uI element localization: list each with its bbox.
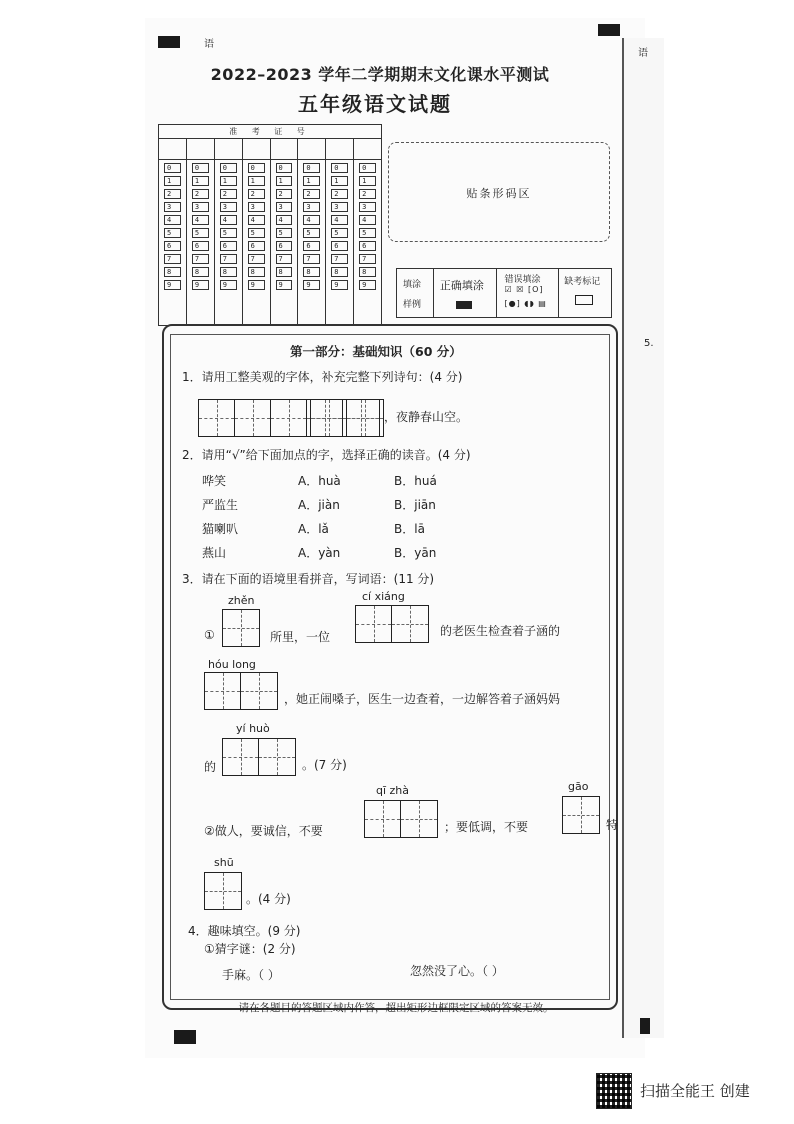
digit-bubble[interactable]: 2: [220, 189, 237, 199]
q2-word: 猫喇叭: [202, 522, 239, 536]
q2-option-b[interactable]: B．jiān: [394, 498, 436, 512]
admission-digit-box[interactable]: [243, 139, 270, 160]
next-page-edge: [622, 38, 664, 1038]
digit-bubble[interactable]: 0: [248, 163, 265, 173]
alignment-mark: [640, 1018, 650, 1034]
digit-bubble[interactable]: 7: [331, 254, 348, 264]
fill-legend: [396, 268, 612, 318]
admission-digit-box[interactable]: [298, 139, 325, 160]
grid-cell[interactable]: [205, 873, 241, 909]
digit-bubble[interactable]: 2: [192, 189, 209, 199]
legend-sample-cell: [397, 269, 434, 317]
margin-number: 5.: [644, 338, 654, 349]
q3-sentence: ；要低调，不要: [444, 820, 529, 834]
digit-bubble[interactable]: 8: [303, 267, 320, 277]
digit-bubble[interactable]: 6: [192, 241, 209, 251]
digit-bubble[interactable]: 9: [359, 280, 376, 290]
q3-writing-grid[interactable]: [355, 605, 429, 643]
q3-sentence: 所里，一位: [270, 630, 331, 644]
digit-bubble[interactable]: 2: [248, 189, 265, 199]
q2-option-a[interactable]: A．huà: [298, 474, 341, 488]
digit-bubble[interactable]: 1: [220, 176, 237, 186]
digit-bubble[interactable]: 6: [164, 241, 181, 251]
legend-wrong-cell: [497, 269, 560, 317]
q2-word: 燕山: [202, 546, 227, 560]
digit-bubble[interactable]: 0: [192, 163, 209, 173]
digit-bubble[interactable]: 3: [303, 202, 320, 212]
legend-correct-label: 正确填涂: [439, 279, 484, 292]
digit-bubble[interactable]: 0: [359, 163, 376, 173]
grid-cell[interactable]: [356, 606, 392, 642]
q2-option-b[interactable]: B．lā: [394, 522, 425, 536]
digit-bubble[interactable]: 7: [220, 254, 237, 264]
q1-writing-grid-b[interactable]: [310, 399, 384, 437]
alignment-mark: [598, 24, 620, 36]
grid-cell[interactable]: [259, 739, 295, 775]
digit-bubble[interactable]: 8: [164, 267, 181, 277]
digit-bubble[interactable]: 4: [248, 215, 265, 225]
riddle-1[interactable]: 手麻。（ ）: [222, 968, 280, 982]
digit-bubble[interactable]: 2: [331, 189, 348, 199]
q3-writing-grid[interactable]: [222, 609, 260, 647]
pinyin: gāo: [568, 780, 589, 793]
q3-writing-grid[interactable]: [204, 872, 242, 910]
digit-bubble[interactable]: 3: [192, 202, 209, 212]
admission-number-grid: [158, 124, 382, 326]
barcode-area: [388, 142, 610, 242]
q2-option-b[interactable]: B．huá: [394, 474, 437, 488]
grid-cell[interactable]: [392, 606, 428, 642]
q3-writing-grid[interactable]: [562, 796, 600, 834]
admission-digit-column: [354, 139, 381, 324]
digit-bubble[interactable]: 2: [276, 189, 293, 199]
absent-box-icon: [575, 295, 593, 305]
digit-bubble[interactable]: 5: [192, 228, 209, 238]
grid-cell[interactable]: [205, 673, 241, 709]
digit-bubble[interactable]: 4: [359, 215, 376, 225]
grid-cell[interactable]: [199, 400, 235, 436]
digit-bubble[interactable]: 9: [192, 280, 209, 290]
riddle-2[interactable]: 忽然没了心。（ ）: [410, 964, 504, 978]
legend-absent-label: 缺考标记: [564, 277, 601, 287]
digit-bubble[interactable]: 7: [164, 254, 181, 264]
digit-bubble[interactable]: 4: [220, 215, 237, 225]
answer-area-note: 请在各题目的答题区域内作答，超出矩形边框限定区域的答案无效。: [238, 1002, 554, 1014]
digit-bubble[interactable]: 0: [220, 163, 237, 173]
digit-bubble[interactable]: 2: [303, 189, 320, 199]
grid-cell[interactable]: [401, 801, 437, 837]
legend-sample-label: 填涂: [403, 280, 422, 290]
q3-writing-grid[interactable]: [222, 738, 296, 776]
digit-bubble[interactable]: 4: [276, 215, 293, 225]
grid-cell[interactable]: [365, 801, 401, 837]
digit-bubble[interactable]: 6: [248, 241, 265, 251]
grid-cell[interactable]: [235, 400, 271, 436]
pinyin: cí xiáng: [362, 590, 405, 603]
digit-bubble[interactable]: 6: [303, 241, 320, 251]
legend-correct-cell: [434, 269, 497, 317]
admission-digit-column: [298, 139, 326, 324]
digit-bubble[interactable]: 1: [164, 176, 181, 186]
q2-prompt: 2．请用“√”给下面加点的字，选择正确的读音。(4 分): [182, 448, 471, 462]
alignment-mark: [174, 1030, 196, 1044]
digit-bubble[interactable]: 8: [276, 267, 293, 277]
q3-sentence: 。(4 分): [246, 892, 291, 906]
grid-cell[interactable]: [563, 797, 599, 833]
digit-bubble[interactable]: 8: [331, 267, 348, 277]
digit-bubble[interactable]: 9: [164, 280, 181, 290]
q3-writing-grid[interactable]: [364, 800, 438, 838]
digit-bubble[interactable]: 3: [331, 202, 348, 212]
pinyin: yí huò: [236, 722, 270, 735]
q3-sentence: 的老医生检查着子涵的: [440, 624, 561, 638]
admission-digit-column: [215, 139, 243, 324]
digit-bubble[interactable]: 6: [220, 241, 237, 251]
digit-bubble[interactable]: 6: [276, 241, 293, 251]
digit-bubble[interactable]: 3: [164, 202, 181, 212]
digit-bubble[interactable]: 0: [164, 163, 181, 173]
admission-digit-column: [243, 139, 271, 324]
pinyin: qī zhà: [376, 784, 410, 797]
digit-bubble[interactable]: 5: [248, 228, 265, 238]
exam-subtitle: 五年级语文试题: [298, 92, 452, 116]
grid-cell[interactable]: [271, 400, 307, 436]
digit-bubble[interactable]: 7: [303, 254, 320, 264]
digit-bubble[interactable]: 9: [248, 280, 265, 290]
pinyin: hóu long: [208, 658, 256, 671]
digit-bubble[interactable]: 2: [359, 189, 376, 199]
scanner-watermark: 扫描全能王 创建: [640, 1082, 750, 1100]
digit-bubble[interactable]: 9: [331, 280, 348, 290]
digit-bubble[interactable]: 1: [303, 176, 320, 186]
wrong-marks-icon: [●] ◖◗ ▤: [504, 299, 547, 308]
q3-sentence: 的: [204, 760, 217, 774]
digit-bubble[interactable]: 4: [331, 215, 348, 225]
q3-writing-grid[interactable]: [204, 672, 278, 710]
digit-bubble[interactable]: 5: [303, 228, 320, 238]
q2-option-a[interactable]: A．lǎ: [298, 522, 329, 536]
digit-bubble[interactable]: 4: [303, 215, 320, 225]
q2-word: 严监生: [202, 498, 239, 512]
wrong-marks-icon: ☑ ☒ [O]: [504, 285, 544, 294]
digit-bubble[interactable]: 3: [359, 202, 376, 212]
admission-digit-column: [159, 139, 187, 324]
digit-bubble[interactable]: 9: [303, 280, 320, 290]
q2-option-a[interactable]: A．yàn: [298, 546, 341, 560]
digit-bubble[interactable]: 8: [359, 267, 376, 277]
digit-bubble[interactable]: 4: [164, 215, 181, 225]
digit-bubble[interactable]: 5: [359, 228, 376, 238]
legend-wrong-label: 错误填涂: [504, 275, 541, 285]
digit-bubble[interactable]: 5: [220, 228, 237, 238]
digit-bubble[interactable]: 1: [192, 176, 209, 186]
digit-bubble[interactable]: 5: [276, 228, 293, 238]
legend-absent-cell: [559, 269, 611, 317]
filled-mark-icon: [456, 301, 472, 309]
digit-bubble[interactable]: 8: [248, 267, 265, 277]
next-page-mark: 语: [638, 48, 648, 59]
digit-bubble[interactable]: 6: [331, 241, 348, 251]
grid-cell[interactable]: [223, 739, 259, 775]
digit-bubble[interactable]: 5: [331, 228, 348, 238]
legend-sample-label: 样例: [403, 300, 422, 310]
qr-code-icon: [596, 1073, 632, 1109]
q3-sentence: ②做人，要诚信，不要: [204, 824, 323, 838]
digit-bubble[interactable]: 0: [331, 163, 348, 173]
digit-bubble[interactable]: 0: [303, 163, 320, 173]
q2-option-a[interactable]: A．jiàn: [298, 498, 340, 512]
grid-cell[interactable]: [241, 673, 277, 709]
digit-bubble[interactable]: 7: [359, 254, 376, 264]
digit-bubble[interactable]: 3: [220, 202, 237, 212]
q3-sentence: 。(7 分): [302, 758, 347, 772]
admission-number-heading: 准 考 证 号: [159, 125, 381, 139]
admission-number-columns: [159, 139, 381, 324]
alignment-mark: [158, 36, 180, 48]
admission-digit-column: [326, 139, 354, 324]
digit-bubble[interactable]: 7: [192, 254, 209, 264]
digit-bubble[interactable]: 1: [248, 176, 265, 186]
q3-sentence: 特: [606, 818, 619, 832]
admission-digit-column: [187, 139, 215, 324]
admission-digit-box[interactable]: [187, 139, 214, 160]
q3-sentence: ①: [204, 628, 215, 642]
digit-bubble[interactable]: 0: [276, 163, 293, 173]
grid-cell[interactable]: [223, 610, 259, 646]
pinyin: zhěn: [228, 594, 255, 607]
q2-option-b[interactable]: B．yān: [394, 546, 437, 560]
digit-bubble[interactable]: 8: [220, 267, 237, 277]
grid-cell[interactable]: [347, 400, 383, 436]
digit-bubble[interactable]: 1: [331, 176, 348, 186]
admission-digit-box[interactable]: [326, 139, 353, 160]
pinyin: shū: [214, 856, 234, 869]
q1-poem-tail: ，夜静春山空。: [384, 410, 469, 424]
digit-bubble[interactable]: 9: [276, 280, 293, 290]
digit-bubble[interactable]: 9: [220, 280, 237, 290]
digit-bubble[interactable]: 3: [248, 202, 265, 212]
barcode-label: 贴条形码区: [466, 187, 532, 200]
q4-subprompt: ①猜字谜：(2 分): [204, 942, 296, 956]
digit-bubble[interactable]: 6: [359, 241, 376, 251]
q2-word: 哗笑: [202, 474, 227, 488]
admission-digit-box[interactable]: [159, 139, 186, 160]
grid-cell[interactable]: [311, 400, 347, 436]
digit-bubble[interactable]: 1: [276, 176, 293, 186]
admission-digit-column: [271, 139, 299, 324]
digit-bubble[interactable]: 2: [164, 189, 181, 199]
admission-digit-box[interactable]: [354, 139, 381, 160]
q1-prompt: 1．请用工整美观的字体，补充完整下列诗句：(4 分): [182, 370, 463, 384]
q3-prompt: 3．请在下面的语境里看拼音，写词语：(11 分): [182, 572, 435, 586]
digit-bubble[interactable]: 4: [192, 215, 209, 225]
digit-bubble[interactable]: 1: [359, 176, 376, 186]
digit-bubble[interactable]: 7: [248, 254, 265, 264]
subject-mark: 语: [204, 39, 214, 50]
digit-bubble[interactable]: 8: [192, 267, 209, 277]
admission-digit-box[interactable]: [271, 139, 298, 160]
digit-bubble[interactable]: 5: [164, 228, 181, 238]
q4-prompt: 4．趣味填空。(9 分): [188, 924, 301, 938]
q3-sentence: ，她正闹嗓子，医生一边查着，一边解答着子涵妈妈: [284, 692, 561, 706]
part1-title: 第一部分：基础知识（60 分）: [290, 344, 462, 359]
digit-bubble[interactable]: 7: [276, 254, 293, 264]
digit-bubble[interactable]: 3: [276, 202, 293, 212]
exam-title: 2022–2023 学年二学期期末文化课水平测试: [210, 65, 550, 84]
admission-digit-box[interactable]: [215, 139, 242, 160]
